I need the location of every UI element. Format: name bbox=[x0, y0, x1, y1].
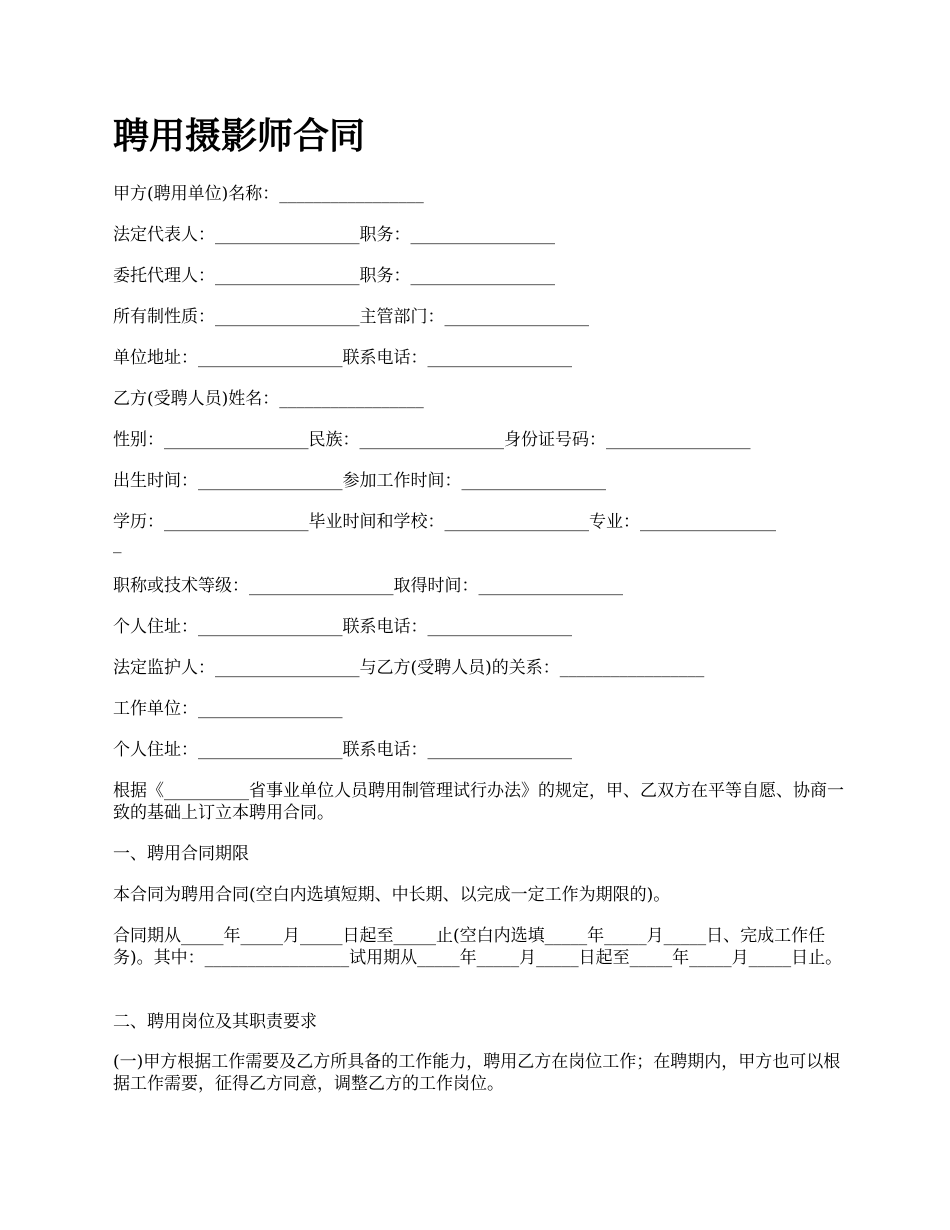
authorized-agent-field: 委托代理人：_________________职务：_________________ bbox=[113, 266, 555, 286]
basis-paragraph: 根据《__________省事业单位人员聘用制管理试行办法》的规定，甲、乙双方在平等自愿、协商一致的基础上订立本聘用合同。 bbox=[113, 781, 844, 823]
party-a-name-field: 甲方(聘用单位)名称：_________________ bbox=[113, 184, 424, 204]
section-1-heading: 一、聘用合同期限 bbox=[113, 844, 249, 864]
work-unit-field: 工作单位：_________________ bbox=[113, 699, 343, 719]
birth-work-time-field: 出生时间：_________________参加工作时间：_________________ bbox=[113, 471, 606, 491]
personal-address-field: 个人住址：_________________联系电话：_________________ bbox=[113, 617, 572, 637]
guardian-field: 法定监护人：_________________与乙方(受聘人员)的关系：_________________ bbox=[113, 658, 705, 678]
document-title: 聘用摄影师合同 bbox=[113, 115, 366, 157]
contract-term-paragraph: 合同期从_____年_____月_____日起至_____止(空白内选填_____年_____月_____日、完成工作任务)。其中：_________________试用期从_____年_____月_____日起至_____年_____月_____日止。 bbox=[113, 926, 843, 968]
ownership-field: 所有制性质：_________________主管部门：_________________ bbox=[113, 307, 589, 327]
legal-representative-field: 法定代表人：_________________职务：_________________ bbox=[113, 225, 555, 245]
education-field-wrap: _ bbox=[113, 534, 122, 554]
section-1-text: 本合同为聘用合同(空白内选填短期、中长期、以完成一定工作为期限的)。 bbox=[113, 885, 671, 905]
unit-address-field: 单位地址：_________________联系电话：_________________ bbox=[113, 348, 572, 368]
gender-ethnicity-id-field: 性别：_________________民族：_________________身份证号码：_________________ bbox=[113, 430, 751, 450]
section-2-heading: 二、聘用岗位及其职责要求 bbox=[113, 1012, 317, 1032]
section-2-paragraph: (一)甲方根据工作需要及乙方所具备的工作能力，聘用乙方在岗位工作；在聘期内，甲方也可以根据工作需要，征得乙方同意，调整乙方的工作岗位。 bbox=[113, 1052, 841, 1094]
title-grade-field: 职称或技术等级：_________________取得时间：_________________ bbox=[113, 576, 623, 596]
party-b-name-field: 乙方(受聘人员)姓名：_________________ bbox=[113, 389, 424, 409]
education-field: 学历：_________________毕业时间和学校：_________________专业：________________ bbox=[113, 512, 776, 532]
guardian-address-field: 个人住址：_________________联系电话：_________________ bbox=[113, 740, 572, 760]
